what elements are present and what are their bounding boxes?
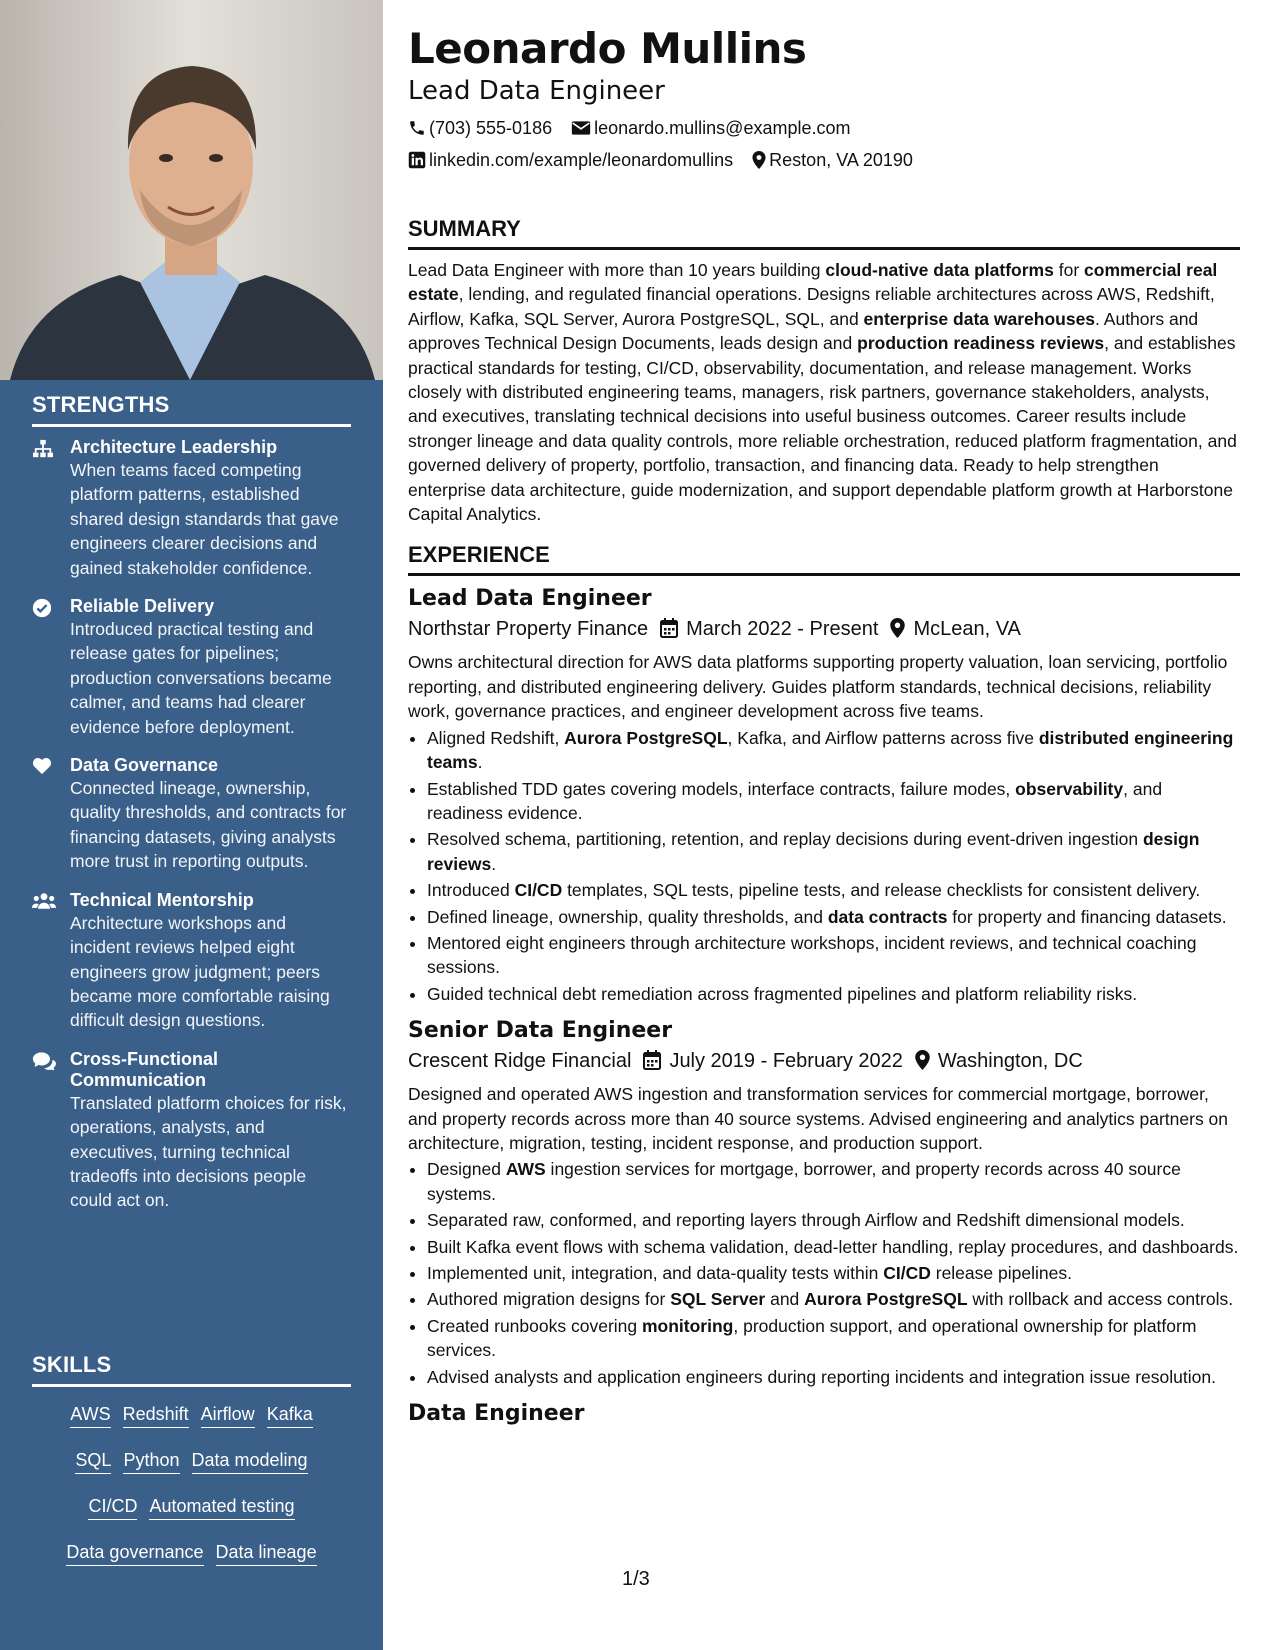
text-segment: Separated raw, conformed, and reporting layers through Airflow and Redshift dimensional models.	[427, 1210, 1185, 1231]
bold-text: data contracts	[827, 906, 948, 927]
bold-text: CI/CD	[514, 880, 563, 901]
job-entry	[408, 1399, 1240, 1429]
company-name: Northstar Property Finance	[408, 618, 649, 641]
strength-title: Cross-Functional Communication	[70, 1048, 219, 1090]
skills-heading: SKILLS	[32, 1352, 351, 1387]
candidate-name: Leonardo Mullins	[408, 24, 807, 73]
text-segment: .	[477, 752, 483, 773]
bold-text: commercial real estate	[408, 260, 1218, 305]
strengths-section	[32, 392, 351, 1229]
skill-tag: Automated testing	[149, 1495, 294, 1520]
heart-icon	[32, 757, 56, 777]
strength-description: Translated platform choices for risk, operations, analysts, and executives, turning technical tradeoffs into decisions people could act on.	[70, 1092, 347, 1211]
strength-item	[32, 755, 351, 874]
bullet-item	[427, 905, 1240, 929]
profile-photo	[0, 0, 383, 380]
bullet-item	[427, 931, 1240, 980]
phone-icon	[408, 119, 426, 137]
strength-item	[32, 596, 351, 739]
contact-row-1	[408, 112, 1240, 144]
text-segment: templates, SQL tests, pipeline tests, and release checklists for consistent delivery.	[562, 880, 1201, 901]
skill-tag: Data lineage	[216, 1541, 317, 1566]
bullet-item	[427, 1287, 1240, 1311]
bullet-item	[427, 726, 1240, 775]
strength-description: Introduced practical testing and release gates for pipelines; production conversations became calmer, and teams had clearer evidence before deployment.	[70, 619, 332, 737]
summary-text	[408, 258, 1240, 526]
bold-text: distributed engineering teams	[427, 727, 1234, 773]
text-segment: , and establishes practical standards for testing, CI/CD, observability, documentation, and release management. Works closely with distributed engineering teams, managers, risk partners, governance stakeholders, analysts, and executives, translating technical decisions into useful business outcomes. Career results include stronger lineage and data quality controls, more reliable orchestration, reduced platform fragmentation, and governed delivery of property, portfolio, transaction, and financing data. Ready to help strengthen enterprise data architecture, guide modernization, and support dependable platform growth at Harborstone Capital Analytics.	[408, 333, 1237, 525]
text-segment: Created runbooks covering	[427, 1315, 642, 1336]
text-segment: Advised analysts and application engineers during reporting incidents and integration issue resolution.	[427, 1366, 1216, 1387]
skills-row	[32, 1399, 351, 1445]
job-location: McLean, VA	[913, 618, 1021, 641]
strength-description: Connected lineage, ownership, quality thresholds, and contracts for financing datasets, giving analysts more trust in reporting outputs.	[70, 778, 347, 872]
contact-linkedin[interactable]	[408, 144, 733, 176]
text-segment: , production support, and operational ownership for platform services.	[427, 1315, 1197, 1361]
map-marker-icon	[752, 151, 766, 169]
contact-row-2	[408, 144, 1240, 176]
bullet-item	[427, 827, 1240, 876]
strengths-list	[32, 437, 351, 1213]
text-segment: .	[491, 853, 497, 874]
text-segment: Built Kafka event flows with schema validation, dead-letter handling, replay procedures, and dashboards.	[427, 1236, 1239, 1257]
strength-title: Data Governance	[70, 755, 219, 776]
company-name: Crescent Ridge Financial	[408, 1050, 632, 1073]
calendar-icon	[660, 618, 678, 638]
job-description: Designed and operated AWS ingestion and transformation services for commercial mortgage, borrower, and property records across more than 40 source systems. Advised engineering and analytics partners on architecture, migration, testing, incident response, and production support.	[408, 1084, 1229, 1153]
skills-list	[32, 1397, 351, 1583]
bold-text: Aurora PostgreSQL	[804, 1289, 968, 1310]
strength-title: Architecture Leadership	[70, 437, 278, 457]
strengths-heading: STRENGTHS	[32, 392, 351, 427]
bold-text: design reviews	[427, 829, 1200, 874]
email-text: leonardo.mullins@example.com	[594, 118, 851, 138]
skill-tag: AWS	[70, 1403, 110, 1428]
text-segment: Implemented unit, integration, and data-quality tests within	[427, 1263, 884, 1283]
skill-tag: SQL	[75, 1449, 111, 1474]
skill-tag: Data modeling	[192, 1449, 308, 1474]
job-meta	[408, 614, 1240, 644]
contact-email[interactable]	[571, 112, 850, 144]
linkedin-icon	[408, 151, 426, 169]
text-segment: Established TDD gates covering models, interface contracts, failure modes,	[427, 778, 1016, 799]
job-title: Senior Data Engineer	[408, 1018, 673, 1044]
text-segment: . Authors and approves Technical Design Documents, leads design and	[408, 308, 1199, 354]
job-title: Data Engineer	[408, 1401, 585, 1427]
calendar-icon	[643, 1050, 661, 1070]
main-content	[408, 22, 1240, 1439]
text-segment: , lending, and regulated financial operations. Designs reliable architectures across AWS, Redshift, Airflow, Kafka, SQL Server, Aurora PostgreSQL, SQL, and	[408, 284, 1215, 329]
sitemap-icon	[32, 439, 56, 459]
location-text: Reston, VA 20190	[769, 150, 913, 170]
text-segment: ingestion services for mortgage, borrower, and property records across 40 source systems.	[427, 1159, 1181, 1204]
job-title: Lead Data Engineer	[408, 586, 652, 612]
job-entry	[408, 584, 1240, 1006]
experience-heading: EXPERIENCE	[408, 542, 1240, 576]
jobs-list	[408, 584, 1240, 1429]
bold-text: enterprise data warehouses	[863, 308, 1096, 329]
skill-tag: Python	[123, 1449, 179, 1474]
bold-text: Aurora PostgreSQL	[564, 727, 728, 748]
strength-title: Technical Mentorship	[70, 889, 254, 910]
skills-row	[32, 1491, 351, 1537]
text-segment: Lead Data Engineer with more than 10 years building	[408, 260, 826, 280]
summary-section	[408, 216, 1240, 526]
skill-tag: Redshift	[123, 1403, 189, 1428]
map-marker-icon	[890, 618, 905, 638]
experience-section	[408, 542, 1240, 1429]
envelope-icon	[571, 119, 591, 137]
bullet-item	[427, 982, 1240, 1006]
summary-heading: SUMMARY	[408, 216, 1240, 250]
strength-description: When teams faced competing platform patterns, established shared design standards that gave engineers clearer decisions and gained stakeholder confidence.	[70, 460, 339, 578]
comments-icon	[32, 1051, 56, 1071]
strength-title: Reliable Delivery	[70, 596, 215, 617]
text-segment: and	[765, 1289, 805, 1310]
job-dates: March 2022 - Present	[686, 618, 879, 641]
text-segment: Mentored eight engineers through architecture workshops, incident reviews, and technical coaching sessions.	[427, 932, 1197, 978]
bullet-item	[427, 878, 1240, 902]
sidebar	[0, 0, 383, 1650]
bullet-item	[427, 1365, 1240, 1389]
linkedin-text: linkedin.com/example/leonardomullins	[429, 150, 734, 170]
text-segment: Designed	[427, 1159, 506, 1180]
bold-text: AWS	[505, 1159, 546, 1180]
text-segment: Introduced	[427, 880, 515, 901]
job-dates: July 2019 - February 2022	[669, 1050, 903, 1073]
strength-item	[32, 1049, 351, 1213]
map-marker-icon	[915, 1050, 930, 1070]
text-segment: for	[1053, 260, 1085, 280]
bold-text: SQL Server	[670, 1289, 766, 1310]
bold-text: CI/CD	[883, 1263, 931, 1283]
text-segment: with rollback and access controls.	[967, 1289, 1234, 1310]
bold-text: monitoring	[641, 1315, 734, 1336]
skill-tag: Data governance	[66, 1541, 203, 1566]
text-segment: release pipelines.	[930, 1263, 1072, 1283]
strength-description: Architecture workshops and incident reviews helped eight engineers grow judgment; peers became more comfortable raising difficult design questions.	[70, 912, 330, 1031]
skills-row	[32, 1445, 351, 1491]
skills-section	[32, 1352, 351, 1583]
text-segment: Guided technical debt remediation across fragmented pipelines and platform reliability risks.	[427, 983, 1138, 1004]
job-meta	[408, 1046, 1240, 1076]
skills-row	[32, 1537, 351, 1583]
job-entry	[408, 1016, 1240, 1389]
text-segment: Defined lineage, ownership, quality thresholds, and	[427, 906, 828, 927]
bullet-item	[427, 777, 1240, 826]
skill-tag: CI/CD	[88, 1495, 137, 1520]
bullet-item	[427, 1261, 1240, 1285]
text-segment: Resolved schema, partitioning, retention, and replay decisions during event-driven ingestion	[427, 829, 1143, 850]
skill-tag: Airflow	[201, 1403, 255, 1428]
text-segment: , Kafka, and Airflow patterns across five	[727, 727, 1039, 748]
job-location: Washington, DC	[937, 1050, 1083, 1073]
candidate-title: Lead Data Engineer	[408, 76, 665, 106]
check-circle-icon	[32, 598, 56, 618]
phone-text: (703) 555-0186	[429, 118, 553, 138]
text-segment: Authored migration designs for	[427, 1289, 671, 1310]
bullet-item	[427, 1157, 1240, 1206]
job-description: Owns architectural direction for AWS data platforms supporting property valuation, loan servicing, portfolio reporting, and distributed engineering delivery. Guides platform standards, technical decisions, reliability work, governance practices, and engineer development across five teams.	[408, 652, 1228, 722]
bold-text: production readiness reviews	[857, 333, 1105, 354]
text-segment: Aligned Redshift,	[427, 727, 565, 748]
bullet-item	[427, 1314, 1240, 1363]
contact-phone[interactable]	[408, 112, 552, 144]
text-segment: for property and financing datasets.	[947, 906, 1227, 927]
strength-item	[32, 890, 351, 1033]
page-number: 1/3	[622, 1568, 650, 1590]
contact-location	[752, 144, 913, 176]
job-bullets	[408, 726, 1240, 1006]
skill-tag: Kafka	[267, 1403, 313, 1428]
strength-item	[32, 437, 351, 580]
text-segment: , and readiness evidence.	[427, 778, 1163, 823]
bold-text: cloud-native data platforms	[825, 260, 1054, 280]
bold-text: observability	[1015, 778, 1124, 799]
bullet-item	[427, 1208, 1240, 1232]
job-bullets	[408, 1157, 1240, 1389]
bullet-item	[427, 1235, 1240, 1259]
users-icon	[32, 892, 56, 912]
